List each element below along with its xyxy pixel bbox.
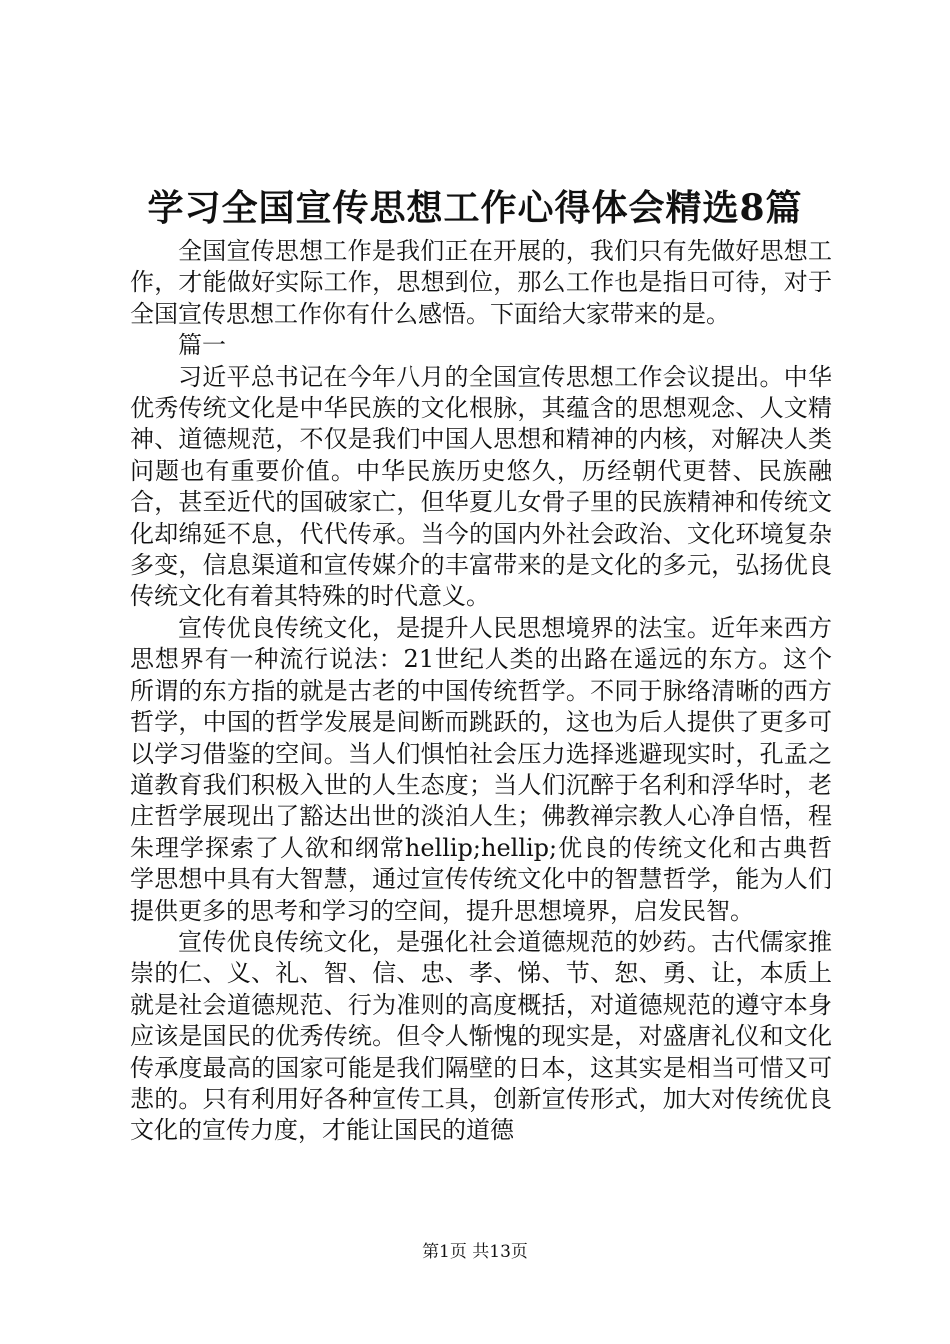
body-paragraph-2: 宣传优良传统文化，是提升人民思想境界的法宝。近年来西方思想界有一种流行说法：21世纪人类的出路在遥远的东方。这个所谓的东方指的就是古老的中国传统哲学。不同于脉络清晰的西方哲学，中国的哲学发展是间断而跳跃的，这也为后人提供了更多可以学习借鉴的空间。当人们惧怕社会压力选择逃避现实时，孔孟之道教育我们积极入世的人生态度；当人们沉醉于名利和浮华时，老庄哲学展现出了豁达出世的淡泊人生；佛教禅宗教人心净自悟，程朱理学探索了人欲和纲常hellip;hellip;优良的传统文化和古典哲学思想中具有大智慧，通过宣传传统文化中的智慧哲学，能为人们提供更多的思考和学习的空间，提升思想境界，启发民智。 [130, 613, 832, 925]
document-body [130, 236, 832, 1147]
section-label: 篇一 [178, 331, 226, 360]
document-title: 学习全国宣传思想工作心得体会精选8篇 [147, 187, 803, 229]
page-footer: 第1页 共13页 [422, 1242, 528, 1262]
body-paragraph-3: 宣传优良传统文化，是强化社会道德规范的妙药。古代儒家推崇的仁、义、礼、智、信、忠、孝、悌、节、恕、勇、让，本质上就是社会道德规范、行为准则的高度概括，对道德规范的遵守本身应该是国民的优秀传统。但令人惭愧的现实是，对盛唐礼仪和文化传承度最高的国家可能是我们隔壁的日本，这其实是相当可惜又可悲的。只有利用好各种宣传工具，创新宣传形式，加大对传统优良文化的宣传力度，才能让国民的道德 [130, 927, 832, 1145]
body-paragraph-1: 习近平总书记在今年八月的全国宣传思想工作会议提出。中华优秀传统文化是中华民族的文化根脉，其蕴含的思想观念、人文精神、道德规范，不仅是我们中国人思想和精神的内核，对解决人类问题也有重要价值。中华民族历史悠久，历经朝代更替、民族融合，甚至近代的国破家亡，但华夏儿女骨子里的民族精神和传统文化却绵延不息，代代传承。当今的国内外社会政治、文化环境复杂多变，信息渠道和宣传媒介的丰富带来的是文化的多元，弘扬优良传统文化有着其特殊的时代意义。 [130, 362, 832, 611]
intro-paragraph: 全国宣传思想工作是我们正在开展的，我们只有先做好思想工作，才能做好实际工作，思想到位，那么工作也是指日可待，对于全国宣传思想工作你有什么感悟。下面给大家带来的是。 [130, 237, 832, 328]
